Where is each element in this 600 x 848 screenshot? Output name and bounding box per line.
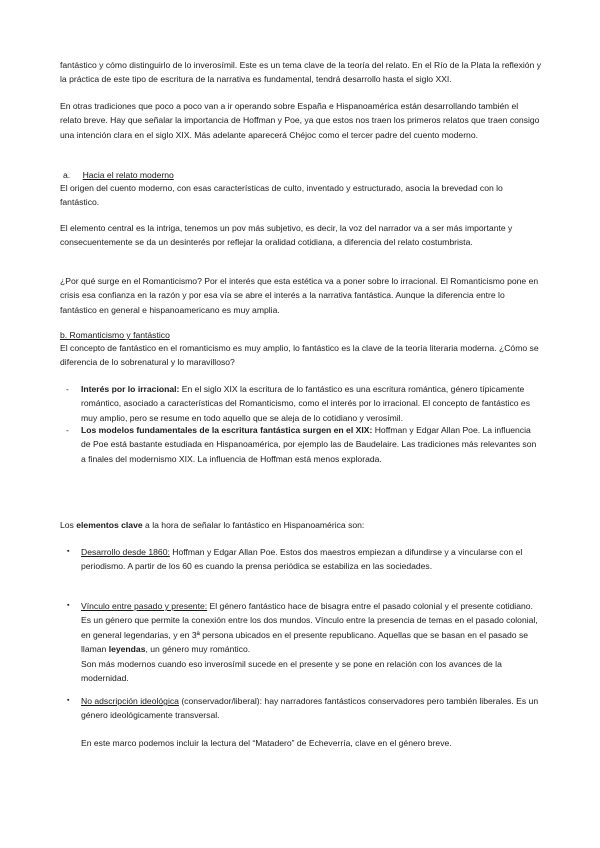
paragraph-concept: El concepto de fantástico en el romanticismo es muy amplio, lo fantástico es la clave de la teoría literaria moderna. ¿Cómo se diferencia de lo sobrenatural y lo maravilloso?: [60, 343, 539, 368]
dash-item-text: Hoffman y Edgar Allan Poe. La influencia de Poe está bastante estudiada en Hispanoamérica, por ejemplo las de Baudelaire. Las tradiciones más relevantes son a finales del modernismo XIX. La influencia de Hoffman está menos explorada.: [81, 425, 537, 464]
paragraph-romanticism-question: ¿Por qué surge en el Romanticismo? Por el interés que esta estética va a poner sobre lo irracional. El Romanticismo pone en crisis esa confianza en la razón y por esa vía se abre el interés a la narrativa fantástica. Aunque la diferencia entre lo fantástico en general e hispanoamericano es muy amplia.: [60, 276, 539, 315]
section-a-title: Hacia el relato moderno: [82, 170, 174, 180]
paragraph-origin: El origen del cuento moderno, con esas características de culto, inventado y estructurado, asocia la brevedad con lo fantástico.: [60, 183, 503, 208]
bullet-item-3-wrap: [63, 694, 542, 723]
paragraph-key-elements: [60, 518, 542, 532]
bullet-text: Hoffman y Edgar Allan Poe. Estos dos maestros empiezan a difundirse y a vincularse con el periodismo. A partir de los 60 es cuando la prensa periódica se estabiliza en las sociedades.: [81, 547, 523, 572]
paragraph-intro: fantástico y cómo distinguirlo de lo inverosímil. Este es un tema clave de la teoría del relato. En el Río de la Plata la reflexión y la práctica de este tipo de escritura de la narrativa es fundamental, tendrá desarrollo hasta el siglo XXI.: [60, 60, 542, 85]
bullet-text: El género fantástico hace de bisagra entre el pasado colonial y el presente cotidiano. Es un género que permite la conexión entre los dos mundos. Vínculo entre la presencia de temas en el pasado colonial, en general legendarias, y en 3ª persona ubicados en el presente republicano. Aquellas que se basan en el pasado se llaman: [81, 601, 538, 655]
section-b-heading: b. Romanticismo y fantástico: [60, 330, 170, 340]
dash-marker: -: [66, 384, 69, 394]
section-a-marker: a.: [63, 170, 71, 180]
paragraph-traditions: En otras tradiciones que poco a poco van a ir operando sobre España e Hispanoamérica están desarrollando también el relato breve. Hay que señalar la importancia de Hoffman y Poe, ya que estos nos traen los primeros relatos que traen consigo una intención clara en el siglo XIX. Más adelante aparecerá Chéjoc como el tercer padre del cuento moderno.: [60, 101, 540, 140]
bullet-lead: Vínculo entre pasado y presente:: [81, 601, 208, 611]
bullet-item-ideology: [63, 694, 542, 723]
key-elements-after: a la hora de señalar lo fantástico en Hispanoamérica son:: [142, 520, 365, 530]
dash-item-text: En el siglo XIX la escritura de lo fantástico es una escritura romántica, género típicamente romántico, asociado a características del Romanticismo, como el interés por lo irracional. El concepto de fantástico es muy amplio, pero se resume en todo aquello que se aleja de lo cotidiano y verosímil.: [81, 384, 530, 423]
dash-marker: -: [66, 425, 69, 435]
key-elements-before: Los: [60, 520, 77, 530]
paragraph-intrigue: El elemento central es la intriga, tenemos un pov más subjetivo, es decir, la voz del narrador va a ser más importante y consecuentemente se da un desinterés por reflejar la oralidad cotidiana, a diferencia del relato costumbrista.: [60, 223, 513, 248]
dash-item-lead: Interés por lo irracional:: [81, 384, 180, 394]
dash-item-irrational: [63, 382, 542, 425]
bullet-item-2-wrap: [63, 599, 542, 685]
bullet-item-development: [63, 545, 542, 574]
bullet-text: (conservador/liberal): hay narradores fantásticos conservadores pero también liberales. Es un género ideológicamente transversal.: [81, 696, 539, 721]
bullet-text-modern: Son más modernos cuando eso inverosímil sucede en el presente y se pone en relación con los avances de la modernidad.: [81, 658, 502, 684]
bullet-lead: Desarrollo desde 1860:: [81, 547, 170, 557]
bullet-item-past-present: [63, 599, 542, 685]
bullet-item-1-wrap: [63, 545, 542, 574]
bullet-lead: No adscripción ideológica: [81, 696, 179, 706]
dash-list-2: [63, 423, 542, 466]
dash-item-models: [63, 423, 542, 466]
dash-item-lead: Los modelos fundamentales de la escritura fantástica surgen en el XIX:: [81, 425, 373, 435]
bullet-text-cont: , un género muy romántico.: [145, 644, 251, 655]
bullet-marker: ▪: [67, 602, 70, 609]
dash-list: [63, 382, 542, 425]
key-elements-bold: elementos clave: [76, 520, 143, 530]
bullet-bold-legends: leyendas: [108, 644, 146, 655]
bullet-marker: ▪: [67, 697, 70, 704]
bullet-marker: ▪: [67, 548, 70, 555]
paragraph-matadero: En este marco podemos incluir la lectura del “Matadero” de Echeverría, clave en el género breve.: [81, 738, 452, 748]
